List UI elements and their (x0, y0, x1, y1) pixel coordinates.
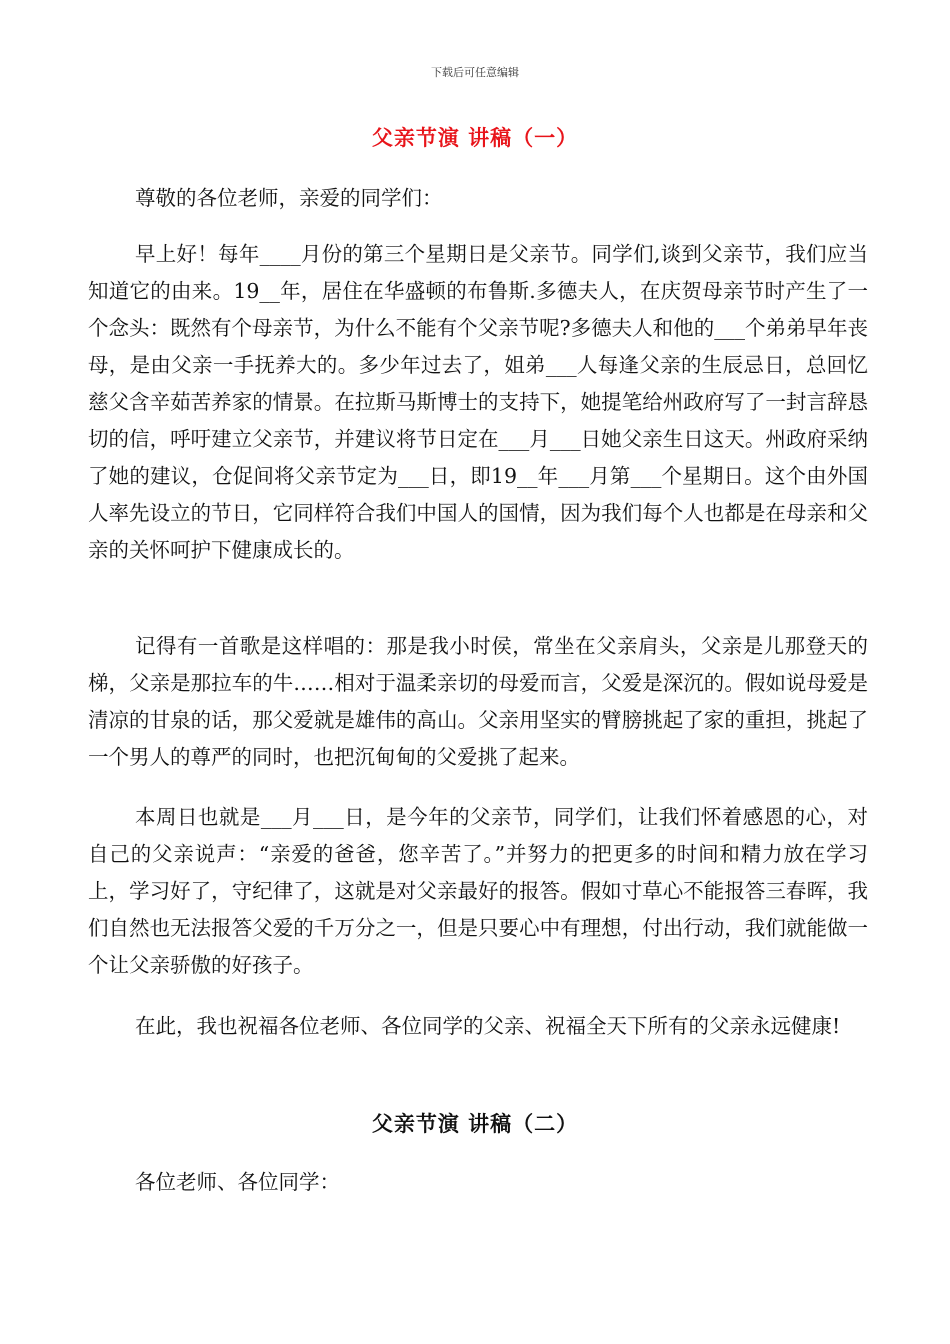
speech-1-paragraph-3: 本周日也就是___月___日，是今年的父亲节，同学们，让我们怀着感恩的心，对自己的父亲说声：“亲爱的爸爸，您辛苦了。”并努力的把更多的时间和精力放在学习上，学习好了，守纪律了，这就是对父亲最好的报答。假如寸草心不能报答三春晖，我们自然也无法报答父爱的千万分之一，但是只要心中有理想，付出行动，我们就能做一个让父亲骄傲的好孩子。 (88, 805, 868, 977)
speech-1-title: 父亲节演 讲稿（一） (371, 125, 579, 150)
speech-1-paragraph-2: 记得有一首歌是这样唱的：那是我小时侯，常坐在父亲肩头，父亲是儿那登天的梯，父亲是那拉车的牛……相对于温柔亲切的母爱而言，父爱是深沉的。假如说母爱是清凉的甘泉的话，那父爱就是雄伟的高山。父亲用坚实的臂膀挑起了家的重担，挑起了一个男人的尊严的同时，也把沉甸甸的父爱挑了起来。 (88, 634, 868, 769)
speech-1-greeting: 尊敬的各位老师，亲爱的同学们： (135, 186, 443, 210)
header-note: 下载后可任意编辑 (431, 66, 519, 79)
speech-1-paragraph-1: 早上好！每年____月份的第三个星期日是父亲节。同学们,谈到父亲节，我们应当知道它的由来。19__年，居住在华盛顿的布鲁斯.多德夫人，在庆贺母亲节时产生了一个念头：既然有个母亲节，为什么不能有个父亲节呢?多德夫人和他的___个弟弟早年丧母，是由父亲一手抚养大的。多少年过去了，姐弟___人每逢父亲的生辰忌日，总回忆慈父含辛茹苦养家的情景。在拉斯马斯博士的支持下，她提笔给州政府写了一封言辞恳切的信，呼吁建立父亲节，并建议将节日定在___月___日她父亲生日这天。州政府采纳了她的建议，仓促间将父亲节定为___日，即19__年___月第___个星期日。这个由外国人率先设立的节日，它同样符合我们中国人的国情，因为我们每个人也都是在母亲和父亲的关怀呵护下健康成长的。 (88, 242, 868, 562)
speech-2-title: 父亲节演 讲稿（二） (371, 1111, 579, 1136)
speech-2-greeting: 各位老师、各位同学： (135, 1170, 340, 1194)
speech-1-paragraph-4: 在此，我也祝福各位老师、各位同学的父亲、祝福全天下所有的父亲永远健康! (135, 1014, 841, 1038)
